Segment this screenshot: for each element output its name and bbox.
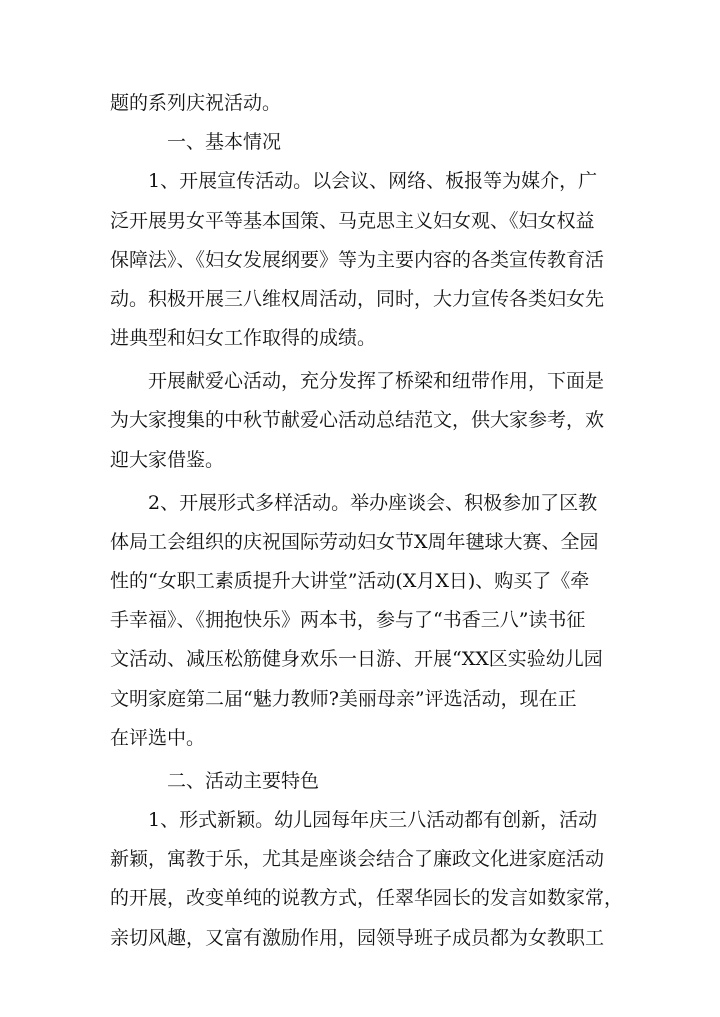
text-line: 进典型和妇女工作取得的成绩。 <box>110 327 377 350</box>
text-line: 手幸福》、《拥抱快乐》两本书，参与了“书香三八”读书征 <box>110 609 586 632</box>
text-line: 在评选中。 <box>110 726 206 749</box>
text-line: 动。积极开展三八维权周活动，同时，大力宣传各类妇女先 <box>110 287 605 310</box>
text-line: 性的“女职工素质提升大讲堂”活动(X月X日)、购买了《牵 <box>110 570 590 593</box>
text-line: 题的系列庆祝活动。 <box>110 92 282 114</box>
text-line: 保障法》、《妇女发展纲要》等为主要内容的各类宣传教育活 <box>110 248 605 271</box>
text-line: 文明家庭第二届“魅力教师?美丽母亲”评选活动，现在正 <box>110 687 577 710</box>
text-line: 开展献爱心活动，充分发挥了桥梁和纽带作用，下面是 <box>148 370 605 393</box>
text-line: 为大家搜集的中秋节献爱心活动总结范文，供大家参考，欢 <box>110 409 605 432</box>
text-line: 2、开展形式多样活动。举办座谈会、积极参加了区教 <box>148 491 598 514</box>
text-line: 新颖，寓教于乐，尤其是座谈会结合了廉政文化进家庭活动 <box>110 848 605 871</box>
section-heading: 二、活动主要特色 <box>167 769 320 792</box>
text-line: 泛开展男女平等基本国策、马克思主义妇女观、《妇女权益 <box>110 209 595 232</box>
text-line: 1、开展宣传活动。以会议、网络、板报等为媒介，广 <box>148 170 598 193</box>
text-line: 迎大家借鉴。 <box>110 448 225 471</box>
document-body <box>110 84 624 958</box>
text-line: 的开展，改变单纯的说教方式，任翠华园长的发言如数家常， <box>110 887 624 910</box>
text-line: 文活动、减压松筋健身欢乐一日游、开展“XX区实验幼儿园 <box>110 648 603 671</box>
section-heading: 一、基本情况 <box>167 131 282 154</box>
text-line: 亲切风趣，又富有激励作用，园领导班子成员都为女教职工 <box>110 926 605 949</box>
text-line: 1、形式新颖。幼儿园每年庆三八活动都有创新，活动 <box>148 809 598 832</box>
text-line: 体局工会组织的庆祝国际劳动妇女节X周年毽球大赛、全园 <box>110 530 599 553</box>
